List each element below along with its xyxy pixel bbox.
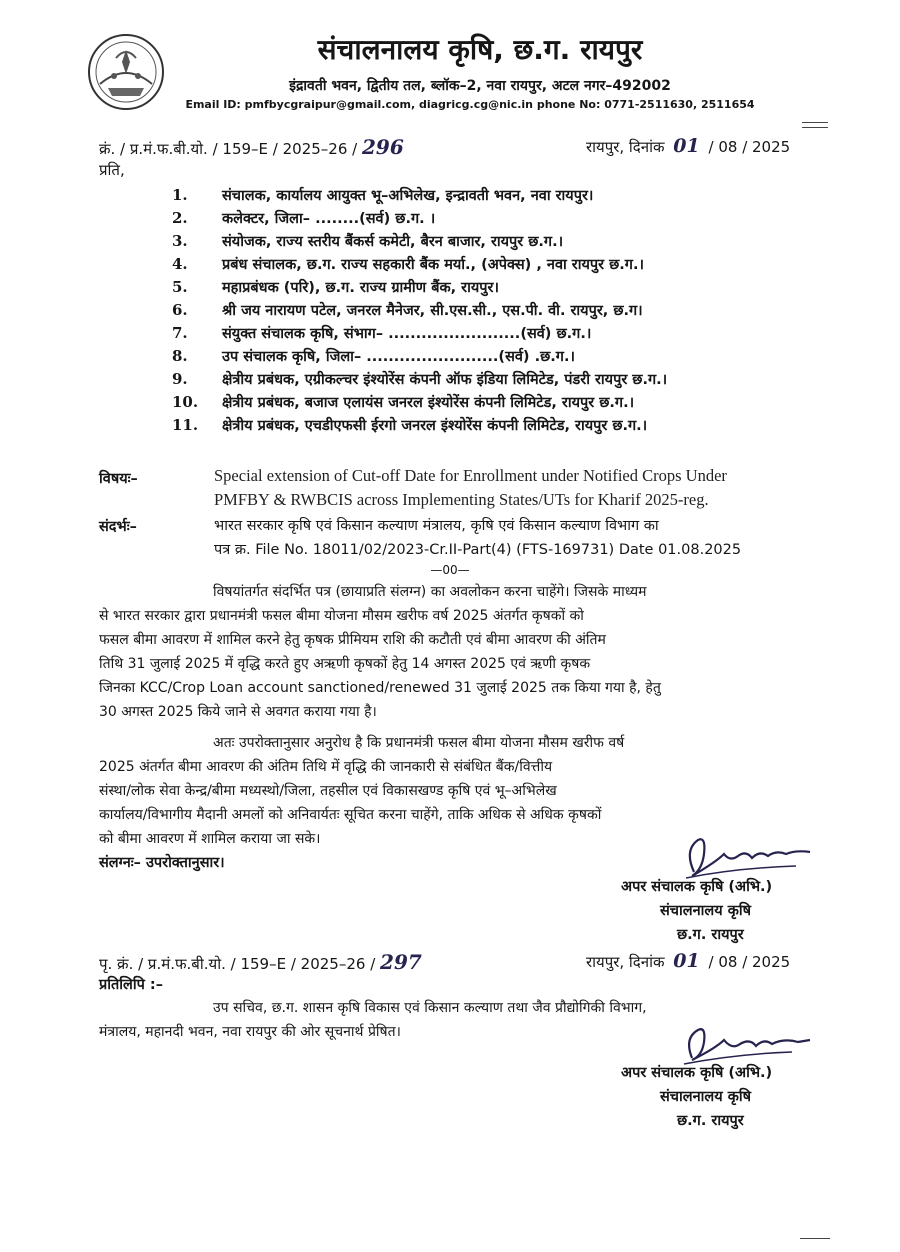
recipient-text: संयुक्त संचालक कृषि, संभाग– ........................(सर्व) छ.ग.। [222, 326, 592, 342]
recipient-number: 6. [172, 301, 188, 319]
signature-1-handwritten [676, 832, 816, 882]
recipient-number: 9. [172, 370, 188, 388]
reference-line-1: भारत सरकार कृषि एवं किसान कल्याण मंत्रालय, कृषि एवं किसान कल्याण विभाग का [214, 518, 659, 534]
copy-letter-date-day: 01 [673, 950, 700, 972]
body-line: 30 अगस्त 2025 किये जाने से अवगत कराया गया है। [99, 704, 377, 720]
body-paragraph-1 [99, 580, 839, 724]
body-line: जिनका KCC/Crop Loan account sanctioned/renewed 31 जुलाई 2025 तक किया गया है, हेतु [99, 680, 661, 696]
copy-letter-number [99, 950, 422, 974]
prati-label: प्रति, [99, 161, 125, 179]
office-address: इंद्रावती भवन, द्वितीय तल, ब्लॉक–2, नवा रायपुर, अटल नगर–492002 [289, 78, 671, 94]
subject-label: विषयः– [99, 471, 138, 487]
recipient-text: क्षेत्रीय प्रबंधक, बजाज एलायंस जनरल इंश्योरेंस कंपनी लिमिटेड, रायपुर छ.ग.। [222, 395, 635, 411]
recipient-item [172, 298, 667, 321]
recipient-text: कलेक्टर, जिला– ........(सर्व) छ.ग. । [222, 211, 436, 227]
body-line: संस्था/लोक सेवा केन्द्र/बीमा मध्यस्थो/जिला, तहसील एवं विकासखण्ड कृषि एवं भू–अभिलेख [99, 783, 557, 799]
recipient-number: 2. [172, 209, 188, 227]
signature-2-designation: अपर संचालक कृषि (अभि.) [621, 1065, 773, 1081]
copy-label: प्रतिलिपि :– [99, 977, 163, 993]
recipient-item [172, 229, 667, 252]
recipient-number: 8. [172, 347, 188, 365]
body-line: अतः उपरोक्तानुसार अनुरोध है कि प्रधानमंत्री फसल बीमा योजना मौसम खरीफ वर्ष [213, 735, 625, 751]
body-line: कार्यालय/विभागीय मैदानी अमलों को अनिवार्यतः सूचित करना चाहेंगे, ताकि अधिक से अधिक कृषकों [99, 807, 602, 823]
body-line: को बीमा आवरण में शामिल कराया जा सके। [99, 831, 321, 847]
body-line: तिथि 31 जुलाई 2025 में वृद्धि करते हुए अऋणी कृषकों हेतु 14 अगस्त 2025 एवं ऋणी कृषक [99, 656, 591, 672]
subject-line-2: PMFBY & RWBCIS across Implementing States/UTs for Kharif 2025-reg. [214, 490, 709, 509]
reference-line-2: पत्र क्र. File No. 18011/02/2023-Cr.II-Part(4) (FTS-169731) Date 01.08.2025 [214, 542, 742, 558]
signature-2-handwritten [676, 1022, 816, 1066]
signature-1-designation: अपर संचालक कृषि (अभि.) [621, 879, 773, 895]
recipient-number: 11. [172, 416, 199, 434]
recipient-item [172, 344, 667, 367]
recipient-item [172, 275, 667, 298]
body-line: से भारत सरकार द्वारा प्रधानमंत्री फसल बीमा योजना मौसम खरीफ वर्ष 2025 अंतर्गत कृषकों को [99, 608, 584, 624]
copy-letter-date [586, 950, 790, 972]
body-line: फसल बीमा आवरण में शामिल करने हेतु कृषक प्रीमियम राशि की कटौती एवं बीमा आवरण की अंतिम [99, 632, 606, 648]
signature-2-office: संचालनालय कृषि [660, 1089, 751, 1105]
signature-1-place: छ.ग. रायपुर [677, 927, 744, 943]
recipient-number: 5. [172, 278, 188, 296]
recipient-item [172, 367, 667, 390]
recipient-list [172, 183, 667, 436]
copy-line: मंत्रालय, महानदी भवन, नवा रायपुर की ओर सूचनार्थ प्रेषित। [99, 1024, 401, 1040]
recipient-number: 1. [172, 186, 188, 204]
recipient-number: 3. [172, 232, 188, 250]
recipient-text: संयोजक, राज्य स्तरीय बैंकर्स कमेटी, बैरन बाजार, रायपुर छ.ग.। [222, 234, 564, 250]
recipient-item [172, 390, 667, 413]
recipient-number: 4. [172, 255, 188, 273]
letter-date [586, 135, 790, 157]
recipient-item [172, 413, 667, 436]
recipient-item [172, 183, 667, 206]
separator: —00— [430, 563, 470, 577]
recipient-text: उप संचालक कृषि, जिला– ........................(सर्व) .छ.ग.। [222, 349, 575, 365]
recipient-number: 10. [172, 393, 199, 411]
body-line: विषयांतर्गत संदर्भित पत्र (छायाप्रति संलग्न) का अवलोकन करना चाहेंगे। जिसके माध्यम [213, 584, 647, 600]
enclosure-note: संलग्नः– उपरोक्तानुसार। [99, 855, 225, 871]
recipient-number: 7. [172, 324, 188, 342]
page-mark-bottom [800, 1238, 830, 1242]
body-line: 2025 अंतर्गत बीमा आवरण की अंतिम तिथि में वृद्धि की जानकारी से संबंधित बैंक/वित्तीय [99, 759, 553, 775]
copy-letter-date-suffix: / 08 / 2025 [708, 953, 791, 971]
page-mark [802, 122, 828, 128]
recipient-text: महाप्रबंधक (परि), छ.ग. राज्य ग्रामीण बैंक, रायपुर। [222, 280, 499, 296]
letter-number-prefix: क्रं. / प्र.मं.फ.बी.यो. / 159–E / 2025–26 / [99, 140, 358, 158]
recipient-text: क्षेत्रीय प्रबंधक, एचडीएफसी ईरगो जनरल इंश्योरेंस कंपनी लिमिटेड, रायपुर छ.ग.। [222, 418, 648, 434]
letter-date-day: 01 [673, 135, 700, 157]
signature-1-office: संचालनालय कृषि [660, 903, 751, 919]
letter-number-handwritten: 296 [361, 135, 404, 159]
contact-details: Email ID: pmfbycgraipur@gmail.com, diagricg.cg@nic.in phone No: 0771-2511630, 2511654 [185, 98, 755, 111]
recipient-text: श्री जय नारायण पटेल, जनरल मैनेजर, सी.एस.सी., एस.पी. वी. रायपुर, छ.ग। [222, 303, 643, 319]
letter-number [99, 135, 404, 159]
recipient-item [172, 252, 667, 275]
page-title: संचालनालय कृषि, छ.ग. रायपुर [317, 33, 643, 66]
recipient-text: संचालक, कार्यालय आयुक्त भू–अभिलेख, इन्द्रावती भवन, नवा रायपुर। [222, 188, 594, 204]
copy-line: उप सचिव, छ.ग. शासन कृषि विकास एवं किसान कल्याण तथा जैव प्रौद्योगिकी विभाग, [213, 1000, 647, 1016]
copy-letter-number-prefix: पृ. क्रं. / प्र.मं.फ.बी.यो. / 159–E / 2025–26 / [99, 955, 376, 973]
subject-line-1: Special extension of Cut-off Date for Enrollment under Notified Crops Under [214, 466, 727, 485]
recipient-text: क्षेत्रीय प्रबंधक, एग्रीकल्चर इंश्योरेंस कंपनी ऑफ इंडिया लिमिटेड, पंडरी रायपुर छ.ग.। [222, 372, 668, 388]
recipient-text: प्रबंध संचालक, छ.ग. राज्य सहकारी बैंक मर्या., (अपेक्स) , नवा रायपुर छ.ग.। [222, 257, 644, 273]
copy-letter-number-handwritten: 297 [380, 950, 422, 974]
letter-date-prefix: रायपुर, दिनांक [586, 138, 665, 156]
recipient-item [172, 206, 667, 229]
signature-2-place: छ.ग. रायपुर [677, 1113, 744, 1129]
copy-letter-date-prefix: रायपुर, दिनांक [586, 953, 665, 971]
reference-label: संदर्भः– [99, 519, 137, 535]
letter-date-suffix: / 08 / 2025 [708, 138, 791, 156]
recipient-item [172, 321, 667, 344]
